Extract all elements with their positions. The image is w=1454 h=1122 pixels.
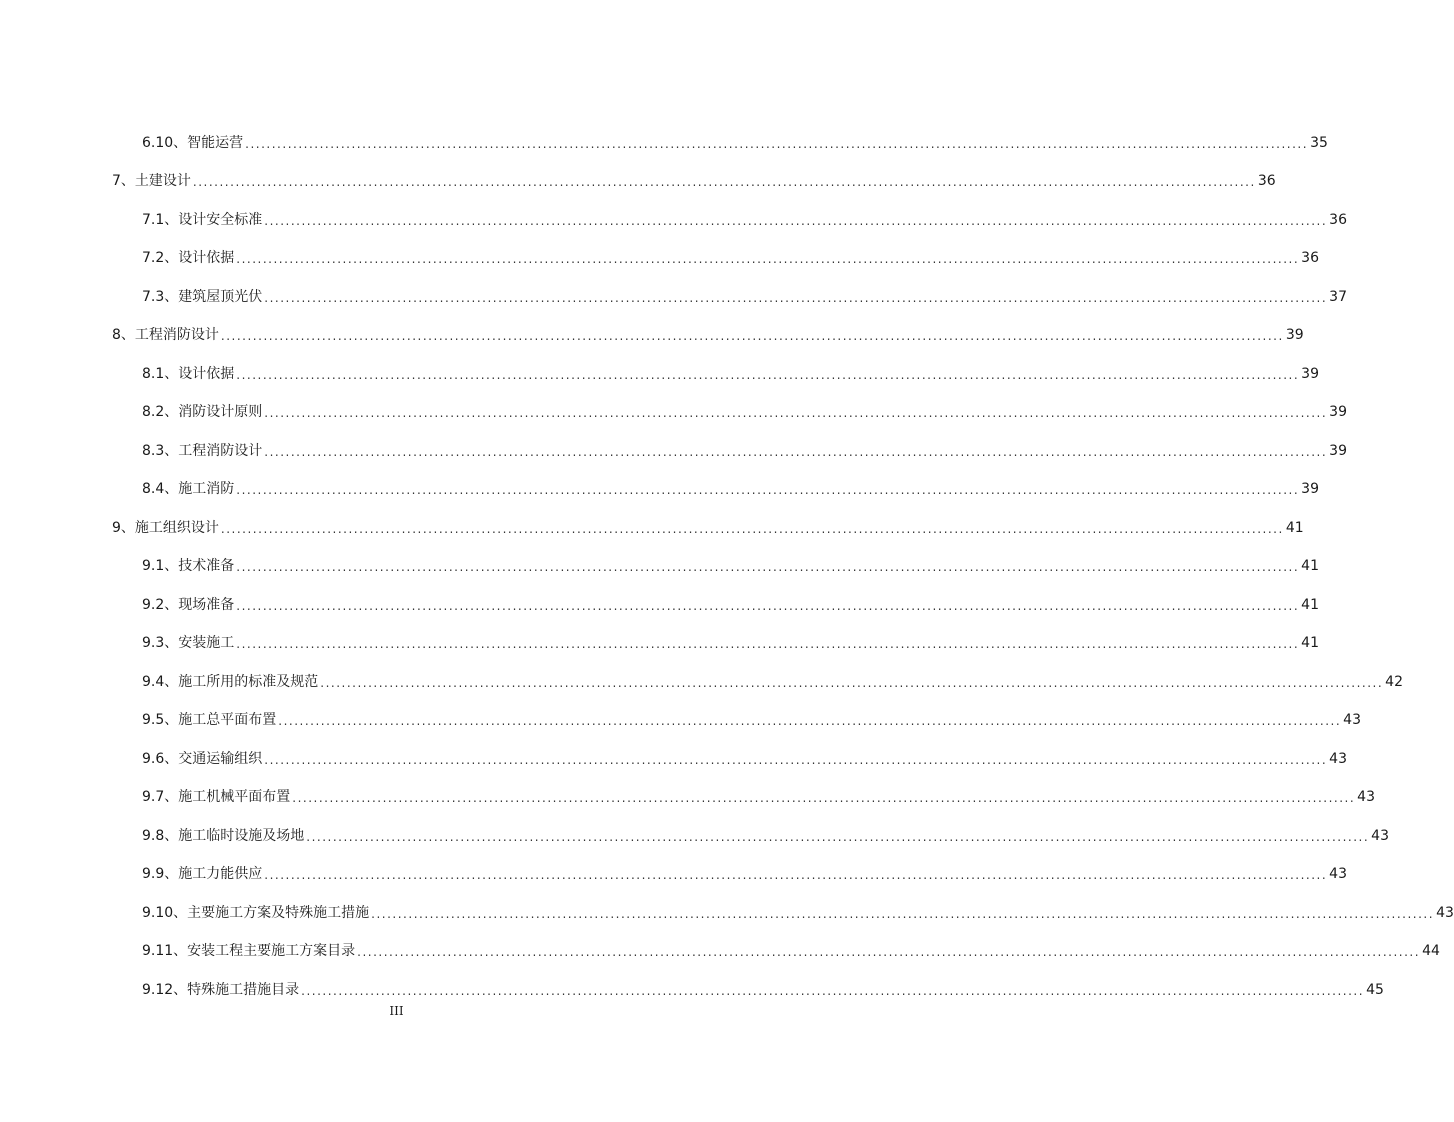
toc-entry-page: 43: [1329, 751, 1347, 767]
toc-leader-dots: ........................................................................................................................................................................................................: [236, 637, 1300, 651]
toc-entry-title: 施工组织设计: [134, 520, 219, 536]
toc-entry-title: 安装工程主要施工方案目录: [187, 943, 356, 959]
toc-entry[interactable]: [142, 979, 1384, 1001]
toc-entry-number: 9.5、: [142, 712, 179, 728]
toc-entry[interactable]: [112, 324, 1304, 346]
toc-entry-number: 9.12、: [142, 982, 188, 998]
toc-leader-dots: ........................................................................................................................................................................................................: [292, 791, 1356, 805]
toc-entry-page: 43: [1371, 828, 1389, 844]
toc-leader-dots: ........................................................................................................................................................................................................: [220, 522, 1284, 536]
toc-entry-title: 交通运输组织: [178, 751, 263, 767]
toc-entry[interactable]: [142, 863, 1347, 885]
toc-entry[interactable]: [142, 286, 1347, 308]
toc-leader-dots: ........................................................................................................................................................................................................: [264, 291, 1328, 305]
toc-entry-title: 智能运营: [187, 135, 244, 151]
toc-entry[interactable]: [142, 363, 1319, 385]
toc-entry-title: 工程消防设计: [134, 327, 219, 343]
toc-entry[interactable]: [142, 786, 1375, 808]
toc-entry-number: 9.9、: [142, 866, 179, 882]
toc-entry-page: 37: [1329, 289, 1347, 305]
toc-entry-title: 消防设计原则: [178, 404, 263, 420]
toc-entry-number: 9.6、: [142, 751, 179, 767]
toc-entry-title: 特殊施工措施目录: [187, 982, 300, 998]
toc-entry[interactable]: [112, 170, 1276, 192]
toc-leader-dots: ........................................................................................................................................................................................................: [245, 137, 1309, 151]
toc-entry-title: 施工机械平面布置: [178, 789, 291, 805]
toc-entry-number: 9.2、: [142, 597, 179, 613]
toc-entry-page: 39: [1329, 443, 1347, 459]
toc-entry-page: 36: [1257, 173, 1276, 189]
toc-entry-number: 8、: [112, 327, 135, 343]
toc-entry-page: 41: [1301, 558, 1319, 574]
toc-entry-number: 7、: [112, 173, 135, 189]
toc-entry-number: 9.10、: [142, 905, 188, 921]
toc-leader-dots: ........................................................................................................................................................................................................: [371, 907, 1435, 921]
page-number: III: [389, 1004, 404, 1018]
toc-leader-dots: ........................................................................................................................................................................................................: [236, 252, 1300, 266]
toc-entry-title: 主要施工方案及特殊施工措施: [187, 905, 370, 921]
toc-entry-title: 安装施工: [178, 635, 235, 651]
toc-entry[interactable]: [142, 748, 1347, 770]
toc-entry-page: 44: [1422, 943, 1440, 959]
toc-entry-page: 36: [1301, 250, 1319, 266]
toc-entry-title: 施工总平面布置: [178, 712, 277, 728]
toc-leader-dots: ........................................................................................................................................................................................................: [306, 830, 1370, 844]
toc-leader-dots: ........................................................................................................................................................................................................: [357, 945, 1421, 959]
toc-entry[interactable]: [142, 902, 1454, 924]
toc-entry-title: 技术准备: [178, 558, 235, 574]
toc-entry[interactable]: [142, 825, 1389, 847]
toc-entry-number: 7.3、: [142, 289, 179, 305]
toc-entry-number: 9、: [112, 520, 135, 536]
toc-leader-dots: ........................................................................................................................................................................................................: [264, 214, 1328, 228]
toc-leader-dots: ........................................................................................................................................................................................................: [236, 368, 1300, 382]
toc-leader-dots: ........................................................................................................................................................................................................: [320, 676, 1384, 690]
toc-entry-page: 41: [1285, 520, 1304, 536]
toc-entry-title: 施工临时设施及场地: [178, 828, 305, 844]
toc-entry-number: 9.7、: [142, 789, 179, 805]
toc-entry-page: 43: [1329, 866, 1347, 882]
toc-entry[interactable]: [142, 671, 1403, 693]
toc-entry[interactable]: [142, 709, 1361, 731]
toc-entry-page: 45: [1366, 982, 1384, 998]
toc-entry-page: 36: [1329, 212, 1347, 228]
toc-entry-page: 35: [1310, 135, 1328, 151]
toc-entry-page: 41: [1301, 635, 1319, 651]
toc-entry-title: 施工消防: [178, 481, 235, 497]
toc-entry-title: 工程消防设计: [178, 443, 263, 459]
toc-entry-page: 39: [1329, 404, 1347, 420]
toc-entry-number: 6.10、: [142, 135, 188, 151]
toc-leader-dots: ........................................................................................................................................................................................................: [236, 560, 1300, 574]
toc-entry[interactable]: [142, 247, 1319, 269]
toc-entry-number: 8.2、: [142, 404, 179, 420]
toc-entry[interactable]: [142, 555, 1319, 577]
toc-entry[interactable]: [142, 440, 1347, 462]
toc-leader-dots: ........................................................................................................................................................................................................: [236, 599, 1300, 613]
toc-entry-title: 施工力能供应: [178, 866, 263, 882]
toc-entry-number: 9.3、: [142, 635, 179, 651]
toc-entry-number: 9.11、: [142, 943, 188, 959]
toc-entry-number: 7.2、: [142, 250, 179, 266]
toc-entry-number: 7.1、: [142, 212, 179, 228]
toc-entry[interactable]: [142, 401, 1347, 423]
toc-entry-title: 现场准备: [178, 597, 235, 613]
toc-entry-title: 设计依据: [178, 250, 235, 266]
toc-entry-title: 设计安全标准: [178, 212, 263, 228]
toc-entry-number: 8.3、: [142, 443, 179, 459]
toc-entry-title: 施工所用的标准及规范: [178, 674, 319, 690]
toc-entry-page: 43: [1343, 712, 1361, 728]
toc-entry-page: 39: [1301, 481, 1319, 497]
toc-entry[interactable]: [112, 517, 1304, 539]
toc-entry-number: 8.4、: [142, 481, 179, 497]
toc-entry-page: 39: [1301, 366, 1319, 382]
toc-entry-title: 土建设计: [134, 173, 191, 189]
toc-entry-title: 建筑屋顶光伏: [178, 289, 263, 305]
toc-leader-dots: ........................................................................................................................................................................................................: [264, 753, 1328, 767]
toc-entry-number: 8.1、: [142, 366, 179, 382]
toc-leader-dots: ........................................................................................................................................................................................................: [278, 714, 1342, 728]
toc-entry[interactable]: [142, 209, 1347, 231]
toc-entry-page: 39: [1285, 327, 1304, 343]
toc-entry[interactable]: [142, 594, 1319, 616]
toc-leader-dots: ........................................................................................................................................................................................................: [192, 175, 1256, 189]
toc-entry-page: 43: [1357, 789, 1375, 805]
toc-leader-dots: ........................................................................................................................................................................................................: [264, 406, 1328, 420]
toc-entry-number: 9.8、: [142, 828, 179, 844]
toc-entry-page: 42: [1385, 674, 1403, 690]
toc-leader-dots: ........................................................................................................................................................................................................: [264, 445, 1328, 459]
toc-leader-dots: ........................................................................................................................................................................................................: [220, 329, 1284, 343]
toc-entry-page: 43: [1436, 905, 1454, 921]
toc-entry-page: 41: [1301, 597, 1319, 613]
toc-entry-number: 9.4、: [142, 674, 179, 690]
toc-entry[interactable]: [142, 478, 1319, 500]
toc-leader-dots: ........................................................................................................................................................................................................: [264, 868, 1328, 882]
toc-entry[interactable]: [142, 632, 1319, 654]
toc-entry-number: 9.1、: [142, 558, 179, 574]
toc-leader-dots: ........................................................................................................................................................................................................: [301, 984, 1365, 998]
toc-entry[interactable]: [142, 132, 1328, 154]
toc-entry-title: 设计依据: [178, 366, 235, 382]
toc-leader-dots: ........................................................................................................................................................................................................: [236, 483, 1300, 497]
toc-entry[interactable]: [142, 940, 1440, 962]
